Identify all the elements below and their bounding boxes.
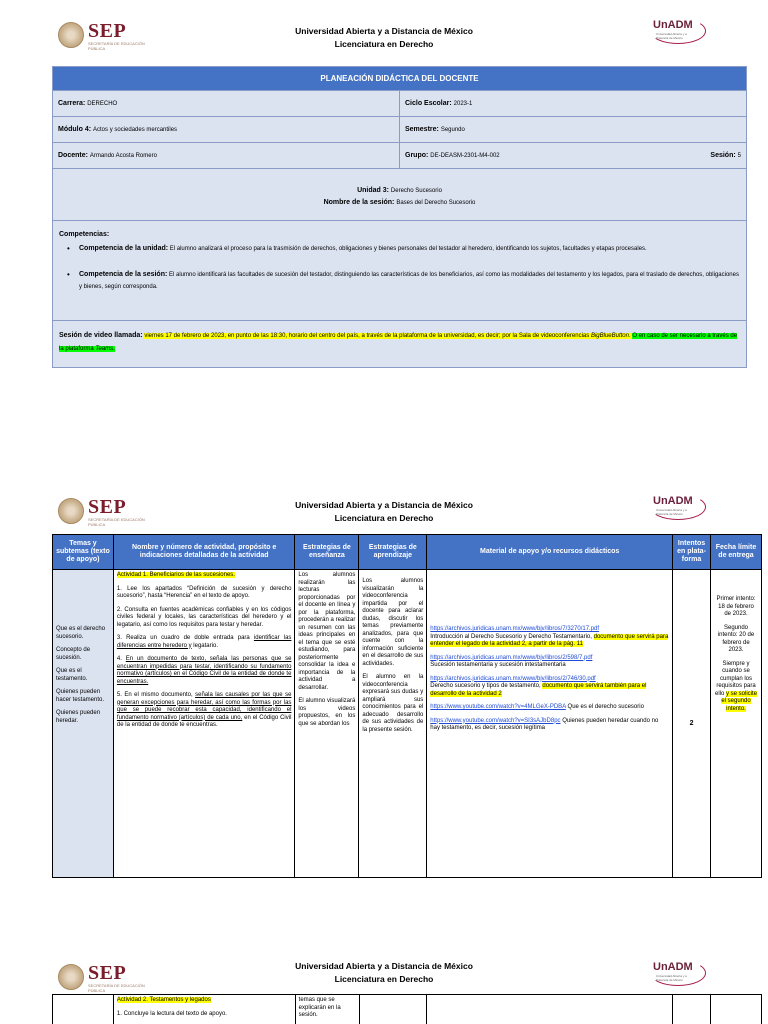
ensenanza-cell: Los alumnos realizarán las lecturas proporcionadas por el docente en línea y por la plataforma, procederán a realizar un resumen con las ideas principales en el tema que se esté estudiando, para posteriormente consolidar la idea e importancia de la actividad a desarrollar. El alumno visualizará los videos propuestos, en los que se abordan los	[295, 570, 359, 878]
activity-table-continued	[52, 994, 762, 1024]
competencias-heading: Competencias:	[59, 231, 110, 238]
col-estrategias-ensenanza: Estrategias de enseñanza	[295, 535, 359, 570]
competencia-sesion: • Competencia de la sesión: El alumno identificará las facultades de sucesión del testador, distinguiendo las características de los beneficiarios, así como las modalidades del testamento y los legados, para el traslado de derechos, obligaciones y bienes, según corresponda.	[59, 269, 740, 293]
material-cell	[427, 995, 673, 1024]
carrera-value: DERECHO	[87, 101, 118, 107]
ensenanza-cell: temas que se explicarán en la sesión.	[295, 995, 359, 1024]
competencia-unidad: • Competencia de la unidad: El alumno analizará el proceso para la trasmisión de derechos, obligaciones y bienes personales del testador al heredero, identificando los sujetos, facultades y etapas procesales.	[59, 243, 740, 255]
activity-1-step-3: 3. Realiza un cuadro de doble entrada para identificar las diferencias entre heredero y legatario.	[116, 635, 292, 649]
material-link-2[interactable]: https://archivos.juridicas.unam.mx/www/bjv/libros/2/598/7.pdf	[430, 654, 593, 661]
material-cell: https://archivos.juridicas.unam.mx/www/bjv/libros/7/3270/17.pdf Introducción al Derecho Sucesorio y Derecho Testamentario, documento que servirá para entender el legado de la actividad 2, a partir de la pág. 11 https://archivos.juridicas.unam.mx/www/bjv/libros/2/598/7.pdf Sucesión testamentaria y sucesión intestamentaria https://archivos.juridicas.unam.mx/www/bjv/libros/2/746/30.pdf Derecho sucesorio y tipos de testamento, documento que servirá también para el desarrollo de la actividad 2 https://www.youtube.com/watch?v=4MLGeX-PDBA Que es el derecho sucesorio https://www.youtube.com/watch?v=SI3sAJbD8pc Quienes pueden heredar cuando no hay testamento, es decir, sucesión legítima	[427, 570, 673, 878]
bigbluebutton-text: BigBlueButton	[590, 333, 629, 339]
activity-1-step-4: 4. En un documento de texto, señala las personas que se encuentran impedidas para testar, identificando su fundamento normativo (artículos) en el Código Civil de la entidad de donde te encuentras.	[116, 656, 292, 685]
unadm-logo	[650, 18, 708, 48]
list-item: Quienes pueden hacer testamento.	[56, 689, 105, 703]
sep-logo-text: SEP	[88, 20, 127, 42]
activity-2-title: Actividad 2. Testamentos y legados	[116, 997, 211, 1003]
fecha-cell	[711, 995, 762, 1024]
unadm-logo	[650, 494, 708, 524]
col-fecha: Fecha límite de entrega	[711, 535, 762, 570]
list-item: Que es el derecho sucesorio.	[56, 626, 106, 640]
aprendizaje-cell	[359, 995, 427, 1024]
list-item: Que es el testamento.	[56, 668, 88, 682]
teams-text: Teams	[95, 346, 114, 352]
activity-1-step-2: 2. Consulta en fuentes académicas confiables y en los códigos civiles federal y locales, las características del heredero y el legatario, así como los requisitos para testar y heredar.	[116, 606, 292, 628]
unadm-logo	[650, 960, 708, 990]
material-link-4[interactable]: https://www.youtube.com/watch?v=4MLGeX-PDBA	[430, 704, 566, 710]
plan-row-modulo	[53, 117, 746, 143]
col-intentos: Intentos en plata-forma	[673, 535, 711, 570]
university-title: Universidad Abierta y a Distancia de México Licenciatura en Derecho	[295, 500, 473, 523]
activity-1-title: Actividad 1. Beneficiarios de las sucesiones.	[116, 572, 235, 578]
unadm-logo-subtitle: Universidad Abierta y a Distancia de México	[656, 32, 687, 40]
unidad-value: Derecho Sucesorio	[390, 188, 442, 194]
intentos-cell: 2	[673, 570, 711, 878]
sep-logo-subtitle: SECRETARÍA DE EDUCACIÓN PÚBLICA	[88, 41, 145, 51]
video-details: viernes 17 de febrero de 2023, en punto de las 18:30, horario del centro del país, a través de la plataforma de la universidad, es decir; por la Sala de videoconferencias	[144, 333, 590, 339]
university-title: Universidad Abierta y a Distancia de México Licenciatura en Derecho	[295, 26, 473, 49]
activity-1-step-1: 1. Lee los apartados “Definición de sucesión y derecho sucesorio”, hasta “Herencia” en el texto de apoyo.	[116, 585, 292, 599]
competencias-block	[53, 221, 746, 321]
docente-value: Armando Acosta Romero	[89, 153, 157, 159]
unadm-logo-text: UnADM	[653, 495, 693, 507]
nombre-sesion-value: Bases del Derecho Sucesorio	[396, 200, 476, 206]
sep-logo-text: SEP	[88, 962, 127, 984]
page-header	[0, 0, 768, 60]
unadm-logo-subtitle: Universidad Abierta y a Distancia de México	[656, 508, 687, 516]
col-material: Material de apoyo y/o recursos didácticos	[427, 535, 673, 570]
modulo-cell: Módulo 4: Actos y sociedades mercantiles	[58, 126, 178, 133]
material-link-1[interactable]: https://archivos.juridicas.unam.mx/www/bjv/libros/7/3270/17.pdf	[430, 626, 600, 632]
grupo-cell: Grupo: DE-DEASM-2301-M4-002 Sesión: 5	[399, 143, 746, 168]
material-link-3[interactable]: https://archivos.juridicas.unam.mx/www/bjv/libros/2/746/30.pdf	[430, 675, 596, 682]
planeacion-table	[52, 66, 747, 368]
activity-2-step-1: 1. Concluye la lectura del texto de apoyo.	[116, 1010, 227, 1017]
teams-alt-text: O en caso de ser necesario a través de la plataforma	[59, 333, 738, 352]
plan-row-docente	[53, 143, 746, 169]
list-item: Quienes pueden heredar.	[56, 710, 101, 724]
aprendizaje-cell: Los alumnos visualizarán la videoconferencia impartida por el docente para aclarar dudas, discutir los temas previamente analizados, para que cuente con la información suficiente en el desarrollo de sus actividades. El alumno en la videoconferencia expresará sus dudas y ampliará sus conocimientos para el adecuado desarrollo de sus actividades de la presente sesión.	[359, 570, 427, 878]
semestre-cell: Semestre: Segundo	[399, 117, 746, 142]
table-row	[53, 570, 762, 878]
intentos-cell	[673, 995, 711, 1024]
modulo-value: Actos y sociedades mercantiles	[93, 127, 178, 133]
sep-logo-text: SEP	[88, 496, 127, 518]
video-session-block: Sesión de video llamada: viernes 17 de febrero de 2023, en punto de las 18:30, horario del centro del país, a través de la plataforma de la universidad, es decir; por la Sala de videoconferencias BigBlueButton. O en caso de ser necesario a través de la plataforma Teams.	[59, 332, 738, 352]
col-temas: Temas y subtemas (texto de apoyo)	[53, 535, 114, 570]
actividad-cell	[113, 570, 295, 878]
semestre-value: Segundo	[440, 127, 465, 133]
unadm-logo-text: UnADM	[653, 19, 693, 31]
temas-cell	[53, 570, 114, 878]
planeacion-title: PLANEACIÓN DIDÁCTICA DEL DOCENTE	[53, 67, 746, 91]
activity-1-step-5: 5. En el mismo documento, señala las causales por las que se generan excepciones para heredar, así como las formas por las que se puede recobrar esta capacidad, identificando el fundamento normativo (artículos) de cada uno, en el Código Civil de la entidad de donde te encuentras.	[116, 692, 292, 728]
university-title: Universidad Abierta y a Distancia de México Licenciatura en Derecho	[295, 961, 473, 984]
docente-cell: Docente: Armando Acosta Romero	[58, 152, 157, 159]
list-item: Concepto de sucesión.	[56, 647, 91, 661]
video-label: Sesión de video llamada:	[59, 332, 143, 339]
sep-logo-subtitle: SECRETARÍA DE EDUCACIÓN PÚBLICA	[88, 983, 145, 993]
ciclo-value: 2023-1	[453, 101, 473, 107]
plan-row-carrera	[53, 91, 746, 117]
grupo-value: DE-DEASM-2301-M4-002	[430, 153, 500, 159]
unadm-logo-text: UnADM	[653, 961, 693, 973]
col-nombre-actividad: Nombre y número de actividad, propósito e indicaciones detalladas de la actividad	[113, 535, 295, 570]
page-header-2	[0, 476, 768, 536]
activity-table-header	[53, 535, 762, 570]
table-row	[53, 995, 762, 1024]
sep-logo-subtitle: SECRETARÍA DE EDUCACIÓN PÚBLICA	[88, 517, 145, 527]
activity-table	[52, 534, 762, 878]
unadm-logo-subtitle: Universidad Abierta y a Distancia de México	[656, 974, 687, 982]
sesion-value: Sesión: 5	[710, 152, 741, 159]
actividad-cell	[113, 995, 295, 1024]
temas-cell	[53, 995, 114, 1024]
unit-block: Unidad 3: Derecho Sucesorio Nombre de la sesión: Bases del Derecho Sucesorio	[53, 169, 746, 221]
page-header-3	[0, 942, 768, 1002]
fecha-cell: Primer intento: 18 de febrero de 2023. Segundo intento: 20 de febrero de 2023. Siempre y cuando se cumplan los requisitos para ello y se solicite el segundo intento.	[711, 570, 762, 878]
material-link-5[interactable]: https://www.youtube.com/watch?v=SI3sAJbD8pc	[430, 717, 561, 724]
carrera-cell: Carrera: DERECHO	[58, 100, 118, 107]
col-estrategias-aprendizaje: Estrategias de aprendizaje	[359, 535, 427, 570]
ciclo-cell: Ciclo Escolar: 2023-1	[399, 91, 746, 116]
